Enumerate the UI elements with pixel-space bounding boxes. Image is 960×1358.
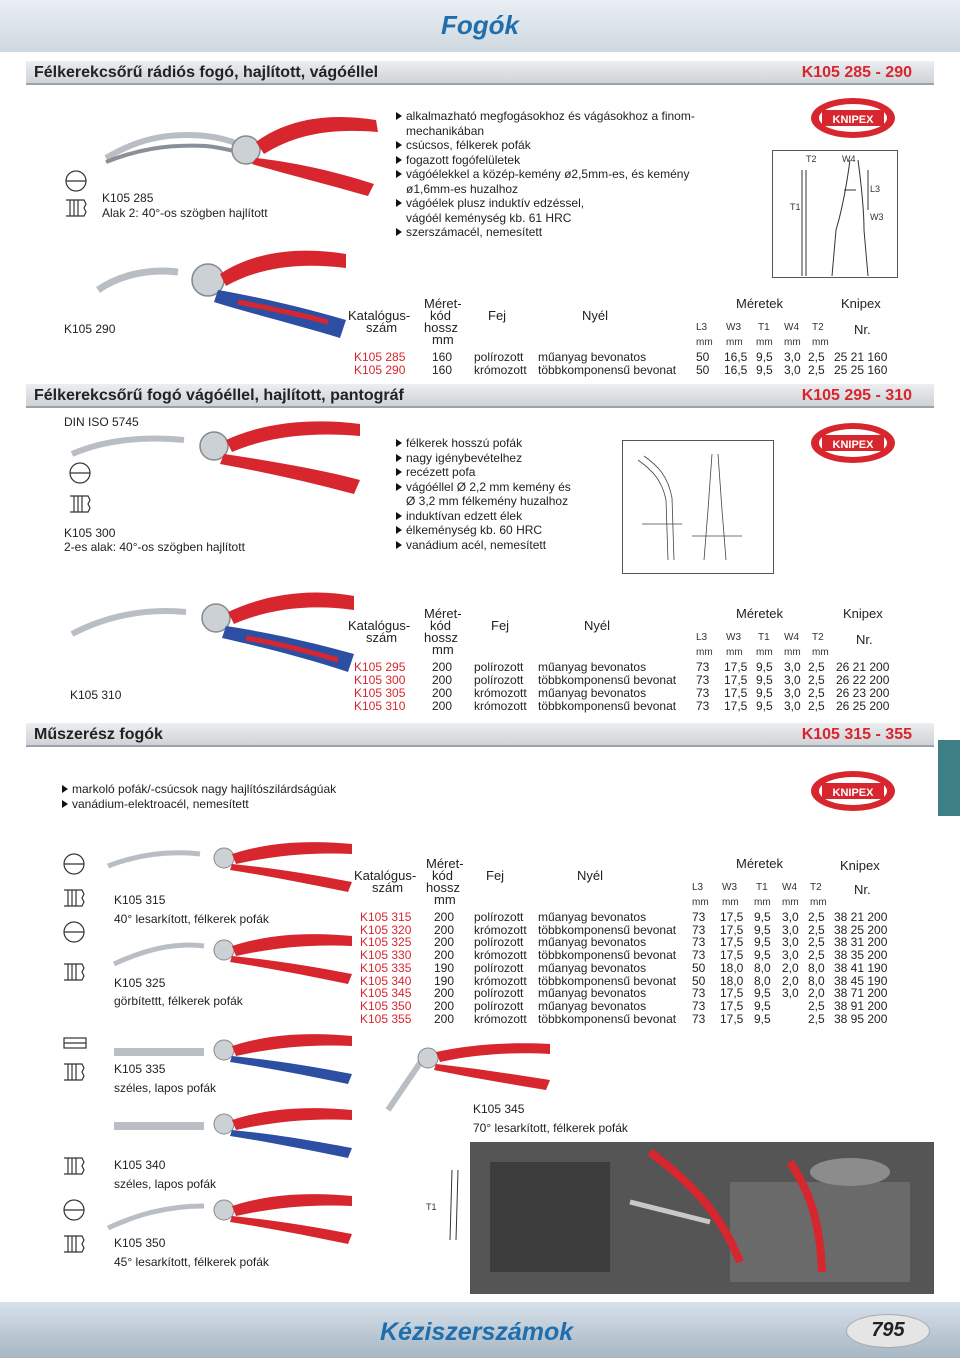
th-hossz: hossz xyxy=(424,630,458,645)
page-number: 795 xyxy=(871,1319,905,1341)
th-unit: mm xyxy=(692,897,709,908)
cell-nr: 38 91 200 xyxy=(834,998,888,1013)
cell-fej: polírozott xyxy=(474,935,524,950)
th-unit: mm xyxy=(722,897,739,908)
cell-w3: 17,5 xyxy=(720,948,744,963)
table-row xyxy=(352,1000,900,1013)
cell-nyel: többkomponensű bevonat xyxy=(538,363,677,377)
product-shape-label: Alak 2: 40°-os szögben hajlított xyxy=(102,206,268,220)
svg-text:KNIPEX: KNIPEX xyxy=(832,439,874,451)
th-unit: mm xyxy=(754,897,771,908)
cell-len: 190 xyxy=(434,960,455,975)
th-nr: Nr. xyxy=(854,322,871,337)
cell-nyel: többkomponensű bevonat xyxy=(538,973,677,988)
cell-nyel: műanyag bevonatos xyxy=(538,910,647,924)
cell-t2: 2,5 xyxy=(808,998,825,1013)
th-nyel: Nyél xyxy=(577,868,604,883)
cell-w3: 17,5 xyxy=(724,673,748,687)
feature-item: vanádium acél, nemesített xyxy=(396,538,636,553)
feature-item-continued: ø1,6mm-es huzalhoz xyxy=(406,181,519,196)
cell-w4: 3,0 xyxy=(782,922,799,937)
table-body xyxy=(346,351,900,381)
photo-illustration xyxy=(470,1142,934,1294)
cell-t2: 2,5 xyxy=(808,660,825,674)
th-kod: kód xyxy=(430,618,451,633)
cell-t1: 9,5 xyxy=(756,673,773,687)
svg-text:T2: T2 xyxy=(806,154,817,164)
th-katalogus: Katalógus- xyxy=(354,868,417,883)
product-desc-label: 40° lesarkított, félkerek pofák xyxy=(114,912,269,926)
cell-l3: 73 xyxy=(696,660,710,674)
th-unit: mm xyxy=(726,647,743,658)
cell-t2: 8,0 xyxy=(808,960,825,975)
cell-t2: 2,5 xyxy=(808,363,825,377)
spec-table-1 xyxy=(346,295,900,380)
section-title: Félkerekcsőrű rádiós fogó, hajlított, vágóéllel xyxy=(34,64,379,81)
cell-kat: K105 295 xyxy=(354,660,406,674)
feature-list xyxy=(62,782,422,811)
cell-l3: 50 xyxy=(692,960,706,975)
cell-t1: 9,5 xyxy=(754,922,771,937)
product-code-label: K105 340 xyxy=(114,1158,166,1172)
th-unit: mm xyxy=(756,647,773,658)
cell-l3: 73 xyxy=(696,686,710,700)
cell-nr: 38 35 200 xyxy=(834,948,888,963)
cell-nyel: többkomponensű bevonat xyxy=(538,673,677,687)
cell-nyel: műanyag bevonatos xyxy=(538,935,647,950)
knipex-logo xyxy=(808,95,898,141)
th-t1: T1 xyxy=(758,632,770,643)
cell-l3: 73 xyxy=(692,1011,706,1026)
product-shape-label: 2-es alak: 40°-os szögben hajlított xyxy=(64,540,245,554)
th-unit: mm xyxy=(756,337,773,348)
feature-item: nagy igénybevételhez xyxy=(396,451,636,466)
th-nr: Nr. xyxy=(854,882,871,897)
cell-len: 200 xyxy=(434,910,455,924)
cell-fej: polírozott xyxy=(474,986,524,1001)
cell-t2: 2,5 xyxy=(808,922,825,937)
th-l3: L3 xyxy=(692,882,704,893)
cell-nyel: többkomponensű bevonat xyxy=(538,948,677,963)
cell-w4: 3,0 xyxy=(782,935,799,950)
cell-kat: K105 320 xyxy=(360,922,412,937)
product-code-label: K105 335 xyxy=(114,1062,166,1076)
product-code-label: K105 350 xyxy=(114,1236,166,1250)
feature-item: vágóéllel Ø 2,2 mm kemény és xyxy=(396,480,636,495)
cell-nr: 26 25 200 xyxy=(836,699,890,713)
standard-label: DIN ISO 5745 xyxy=(64,415,139,429)
th-kod: kód xyxy=(430,308,451,323)
product-desc-label: 70° lesarkított, félkerek pofák xyxy=(473,1121,628,1135)
th-t1: T1 xyxy=(758,322,770,333)
th-unit: mm xyxy=(726,337,743,348)
product-code-label: K105 325 xyxy=(114,976,166,990)
th-l3: L3 xyxy=(696,632,708,643)
footer-title: Kéziszerszámok xyxy=(380,1318,574,1346)
dimension-diagram xyxy=(622,440,774,574)
cell-kat: K105 325 xyxy=(360,935,412,950)
th-unit: mm xyxy=(782,897,799,908)
th-mm: mm xyxy=(432,642,454,657)
cell-w3: 17,5 xyxy=(724,686,748,700)
th-t2: T2 xyxy=(810,882,822,893)
cell-w3: 17,5 xyxy=(724,660,748,674)
th-unit: mm xyxy=(696,337,713,348)
th-w3: W3 xyxy=(722,882,737,893)
section-bar-3 xyxy=(26,723,934,747)
th-hossz: hossz xyxy=(424,320,458,335)
table-body xyxy=(352,911,900,1029)
cell-kat: K105 300 xyxy=(354,673,406,687)
dimension-diagram xyxy=(772,150,898,278)
cell-nr: 38 31 200 xyxy=(834,935,888,950)
th-nyel: Nyél xyxy=(584,618,611,633)
feature-item: vanádium-elektroacél, nemesített xyxy=(62,797,422,812)
product-code-label: K105 345 xyxy=(473,1102,525,1116)
th-l3: L3 xyxy=(696,322,708,333)
cell-w4: 3,0 xyxy=(784,660,801,674)
cell-fej: polírozott xyxy=(474,350,524,364)
cell-l3: 73 xyxy=(692,998,706,1013)
cell-kat: K105 305 xyxy=(354,686,406,700)
cell-len: 200 xyxy=(432,686,453,700)
cell-len: 200 xyxy=(434,998,455,1013)
cell-nyel: műanyag bevonatos xyxy=(538,660,647,674)
cell-nr: 26 22 200 xyxy=(836,673,890,687)
cell-t2: 2,5 xyxy=(808,935,825,950)
cell-l3: 73 xyxy=(692,910,706,924)
table-row xyxy=(352,962,900,975)
jaw-profile-icon xyxy=(64,170,94,230)
cell-len: 190 xyxy=(434,973,455,988)
cell-w3: 17,5 xyxy=(720,1011,744,1026)
cell-w3: 17,5 xyxy=(720,922,744,937)
svg-text:T1: T1 xyxy=(426,1202,437,1212)
section-title: Félkerekcsőrű fogó vágóéllel, hajlított, pantográf xyxy=(34,387,404,404)
th-fej: Fej xyxy=(486,868,505,883)
product-code-label: K105 310 xyxy=(70,688,122,702)
th-meretek: Méretek xyxy=(736,606,783,621)
cell-t2: 2,5 xyxy=(808,699,825,713)
cell-t1: 9,5 xyxy=(754,986,771,1001)
product-code-label: K105 300 xyxy=(64,526,116,540)
cell-len: 200 xyxy=(434,948,455,963)
cell-w3: 17,5 xyxy=(720,935,744,950)
th-szam: szám xyxy=(372,880,404,895)
th-unit: mm xyxy=(812,647,829,658)
svg-text:KNIPEX: KNIPEX xyxy=(832,114,874,126)
th-mm: mm xyxy=(432,332,454,347)
th-unit: mm xyxy=(696,647,713,658)
cell-t2: 2,5 xyxy=(808,910,825,924)
cell-t1: 9,5 xyxy=(756,363,773,377)
cell-kat: K105 330 xyxy=(360,948,412,963)
th-unit: mm xyxy=(784,647,801,658)
usage-photo xyxy=(470,1142,934,1294)
cell-l3: 73 xyxy=(696,699,710,713)
feature-item: vágóélek plusz induktív edzéssel, xyxy=(396,196,766,211)
cell-nr: 38 95 200 xyxy=(834,1011,888,1026)
feature-item: félkerek hosszú pofák xyxy=(396,436,636,451)
feature-list xyxy=(396,436,636,552)
th-szam: szám xyxy=(366,630,398,645)
cell-len: 200 xyxy=(432,673,453,687)
cell-fej: polírozott xyxy=(474,998,524,1013)
th-nr: Nr. xyxy=(856,632,873,647)
cell-fej: krómozott xyxy=(474,1011,527,1026)
cell-nr: 38 25 200 xyxy=(834,922,888,937)
cell-len: 200 xyxy=(434,986,455,1001)
cell-fej: krómozott xyxy=(474,699,527,713)
cell-nyel: műanyag bevonatos xyxy=(538,986,647,1001)
cell-kat: K105 345 xyxy=(360,986,412,1001)
cell-t1: 9,5 xyxy=(754,998,771,1013)
cell-t1: 9,5 xyxy=(754,948,771,963)
pliers-red-image xyxy=(96,100,386,210)
section-code: K105 285 - 290 xyxy=(801,64,912,81)
cell-w3: 18,0 xyxy=(720,973,744,988)
cell-nyel: többkomponensű bevonat xyxy=(538,1011,677,1026)
th-unit: mm xyxy=(812,337,829,348)
feature-item: markoló pofák/-csúcsok nagy hajlítószilárdságúak xyxy=(62,782,422,797)
spec-table-3 xyxy=(352,855,900,1031)
th-w4: W4 xyxy=(782,882,797,893)
th-fej: Fej xyxy=(488,308,507,323)
cell-nr: 38 71 200 xyxy=(834,986,888,1001)
cell-l3: 73 xyxy=(696,673,710,687)
cell-l3: 73 xyxy=(692,935,706,950)
cell-nyel: műanyag bevonatos xyxy=(538,998,647,1013)
cell-w4: 3,0 xyxy=(782,986,799,1001)
cell-nyel: többkomponensű bevonat xyxy=(538,922,677,937)
cell-kat: K105 290 xyxy=(354,363,406,377)
cell-kat: K105 355 xyxy=(360,1011,412,1026)
cell-w4: 3,0 xyxy=(784,686,801,700)
svg-text:W3: W3 xyxy=(870,212,884,222)
cell-w4: 3,0 xyxy=(784,699,801,713)
svg-text:W4: W4 xyxy=(842,154,856,164)
cell-t2: 8,0 xyxy=(808,973,825,988)
cell-w4: 3,0 xyxy=(784,350,801,364)
feature-item: recézett pofa xyxy=(396,465,636,480)
side-tab xyxy=(938,740,960,816)
cell-nyel: műanyag bevonatos xyxy=(538,686,647,700)
cell-nr: 38 41 190 xyxy=(834,960,888,975)
cell-w4: 3,0 xyxy=(782,910,799,924)
cell-t2: 2,5 xyxy=(808,673,825,687)
th-knipex: Knipex xyxy=(841,296,881,311)
cell-l3: 50 xyxy=(696,363,710,377)
cell-nyel: többkomponensű bevonat xyxy=(538,699,677,713)
th-meret: Méret- xyxy=(426,856,464,871)
cell-t1: 9,5 xyxy=(754,910,771,924)
th-fej: Fej xyxy=(491,618,510,633)
cell-t1: 9,5 xyxy=(756,699,773,713)
cell-w3: 17,5 xyxy=(720,998,744,1013)
cell-w3: 16,5 xyxy=(724,350,748,364)
feature-item: induktívan edzett élek xyxy=(396,509,636,524)
cell-l3: 73 xyxy=(692,922,706,937)
cell-nr: 38 21 200 xyxy=(834,910,888,924)
page-title: Fogók xyxy=(441,10,519,40)
cell-w3: 17,5 xyxy=(724,699,748,713)
cell-fej: polírozott xyxy=(474,660,524,674)
cell-l3: 50 xyxy=(696,350,710,364)
th-unit: mm xyxy=(784,337,801,348)
section-bar-2 xyxy=(26,384,934,408)
feature-item: szerszámacél, nemesített xyxy=(396,225,766,240)
feature-item: alkalmazható megfogásokhoz és vágásokhoz a finom- xyxy=(396,109,766,124)
cell-t1: 9,5 xyxy=(754,1011,771,1026)
cell-kat: K105 285 xyxy=(354,350,406,364)
cell-nr: 26 23 200 xyxy=(836,686,890,700)
th-nyel: Nyél xyxy=(582,308,609,323)
cell-kat: K105 340 xyxy=(360,973,412,988)
th-katalogus: Katalógus- xyxy=(348,618,411,633)
table-row xyxy=(346,364,900,377)
cell-w3: 17,5 xyxy=(720,986,744,1001)
table-body xyxy=(346,661,900,717)
svg-text:L3: L3 xyxy=(870,184,881,194)
cell-nr: 25 21 160 xyxy=(834,350,888,364)
feature-item: élkeménység kb. 60 HRC xyxy=(396,523,636,538)
section-title: Műszerész fogók xyxy=(34,726,163,743)
th-hossz: hossz xyxy=(426,880,460,895)
cell-nr: 25 25 160 xyxy=(834,363,888,377)
product-code-label: K105 285 xyxy=(102,191,154,205)
cell-nyel: műanyag bevonatos xyxy=(538,960,647,975)
pliers-red-image xyxy=(64,410,364,500)
svg-text:KNIPEX: KNIPEX xyxy=(832,787,874,799)
cell-t2: 2,5 xyxy=(808,1011,825,1026)
cell-fej: polírozott xyxy=(474,910,524,924)
cell-len: 160 xyxy=(432,363,453,377)
cell-nyel: műanyag bevonatos xyxy=(538,350,647,364)
cell-len: 200 xyxy=(432,660,453,674)
feature-item-continued: vágóél keménység kb. 61 HRC xyxy=(406,210,572,225)
pliers-bicolor-image xyxy=(66,580,356,680)
feature-list xyxy=(396,109,766,240)
th-w4: W4 xyxy=(784,632,799,643)
cell-t2: 2,5 xyxy=(808,350,825,364)
svg-text:T1: T1 xyxy=(790,202,801,212)
cell-w4: 3,0 xyxy=(782,948,799,963)
th-szam: szám xyxy=(366,320,398,335)
jaw-profile-icon-column xyxy=(62,852,96,1282)
cell-t1: 8,0 xyxy=(754,973,771,988)
cell-w4: 2,0 xyxy=(782,960,799,975)
cell-l3: 73 xyxy=(692,948,706,963)
table-row xyxy=(352,1013,900,1026)
cell-w3: 17,5 xyxy=(720,910,744,924)
section-bar-1 xyxy=(26,61,934,85)
feature-item-continued: Ø 3,2 mm félkemény huzalhoz xyxy=(406,494,569,508)
feature-item-continued: mechanikában xyxy=(406,123,485,138)
th-kod: kód xyxy=(432,868,453,883)
cell-fej: krómozott xyxy=(474,973,527,988)
feature-item: vágóélekkel a közép-kemény ø2,5mm-es, és kemény xyxy=(396,167,766,182)
th-t2: T2 xyxy=(812,322,824,333)
cell-w3: 18,0 xyxy=(720,960,744,975)
product-desc-label: 45° lesarkított, félkerek pofák xyxy=(114,1255,269,1269)
th-knipex: Knipex xyxy=(843,606,883,621)
cell-fej: polírozott xyxy=(474,960,524,975)
cell-len: 200 xyxy=(434,935,455,950)
section-code: K105 315 - 355 xyxy=(801,726,912,743)
cell-kat: K105 315 xyxy=(360,910,412,924)
th-w3: W3 xyxy=(726,632,741,643)
section-code: K105 295 - 310 xyxy=(801,387,912,404)
cell-t1: 9,5 xyxy=(754,935,771,950)
th-meretek: Méretek xyxy=(736,296,783,311)
cell-t2: 2,0 xyxy=(808,986,825,1001)
product-desc-label: görbítettt, félkerek pofák xyxy=(114,994,243,1008)
th-meretek: Méretek xyxy=(736,856,783,871)
feature-item: csúcsos, félkerek pofák xyxy=(396,138,766,153)
cell-kat: K105 310 xyxy=(354,699,406,713)
th-meret: Méret- xyxy=(424,296,462,311)
pliers-angled-image xyxy=(382,1040,552,1116)
cell-l3: 73 xyxy=(692,986,706,1001)
cell-fej: krómozott xyxy=(474,686,527,700)
cell-nr: 38 45 190 xyxy=(834,973,888,988)
th-meret: Méret- xyxy=(424,606,462,621)
cell-t2: 2,5 xyxy=(808,948,825,963)
cell-len: 200 xyxy=(432,699,453,713)
cell-t1: 8,0 xyxy=(754,960,771,975)
cell-nr: 26 21 200 xyxy=(836,660,890,674)
cell-t1: 9,5 xyxy=(756,350,773,364)
cell-kat: K105 335 xyxy=(360,960,412,975)
knipex-logo xyxy=(808,768,898,814)
cell-len: 200 xyxy=(434,922,455,937)
table-row xyxy=(346,700,900,713)
cell-l3: 50 xyxy=(692,973,706,988)
product-code-label: K105 315 xyxy=(114,893,166,907)
cell-fej: krómozott xyxy=(474,363,527,377)
th-knipex: Knipex xyxy=(840,858,880,873)
th-katalogus: Katalógus- xyxy=(348,308,411,323)
cell-w4: 2,0 xyxy=(782,973,799,988)
spec-table-2 xyxy=(346,605,900,717)
cell-t1: 9,5 xyxy=(756,686,773,700)
th-w3: W3 xyxy=(726,322,741,333)
product-desc-label: széles, lapos pofák xyxy=(114,1177,217,1191)
cell-w3: 16,5 xyxy=(724,363,748,377)
cell-kat: K105 350 xyxy=(360,998,412,1013)
cell-len: 160 xyxy=(432,350,453,364)
feature-item: fogazott fogófelületek xyxy=(396,153,766,168)
th-unit: mm xyxy=(810,897,827,908)
th-w4: W4 xyxy=(784,322,799,333)
cell-w4: 3,0 xyxy=(784,673,801,687)
cell-w4: 3,0 xyxy=(784,363,801,377)
th-t1: T1 xyxy=(756,882,768,893)
product-code-label: K105 290 xyxy=(64,322,116,336)
cell-len: 200 xyxy=(434,1011,455,1026)
cell-t2: 2,5 xyxy=(808,686,825,700)
th-mm: mm xyxy=(434,892,456,907)
cell-fej: krómozott xyxy=(474,948,527,963)
cell-t1: 9,5 xyxy=(756,660,773,674)
cell-fej: polírozott xyxy=(474,673,524,687)
th-t2: T2 xyxy=(812,632,824,643)
knipex-logo xyxy=(808,420,898,466)
cell-fej: krómozott xyxy=(474,922,527,937)
product-desc-label: széles, lapos pofák xyxy=(114,1081,217,1095)
